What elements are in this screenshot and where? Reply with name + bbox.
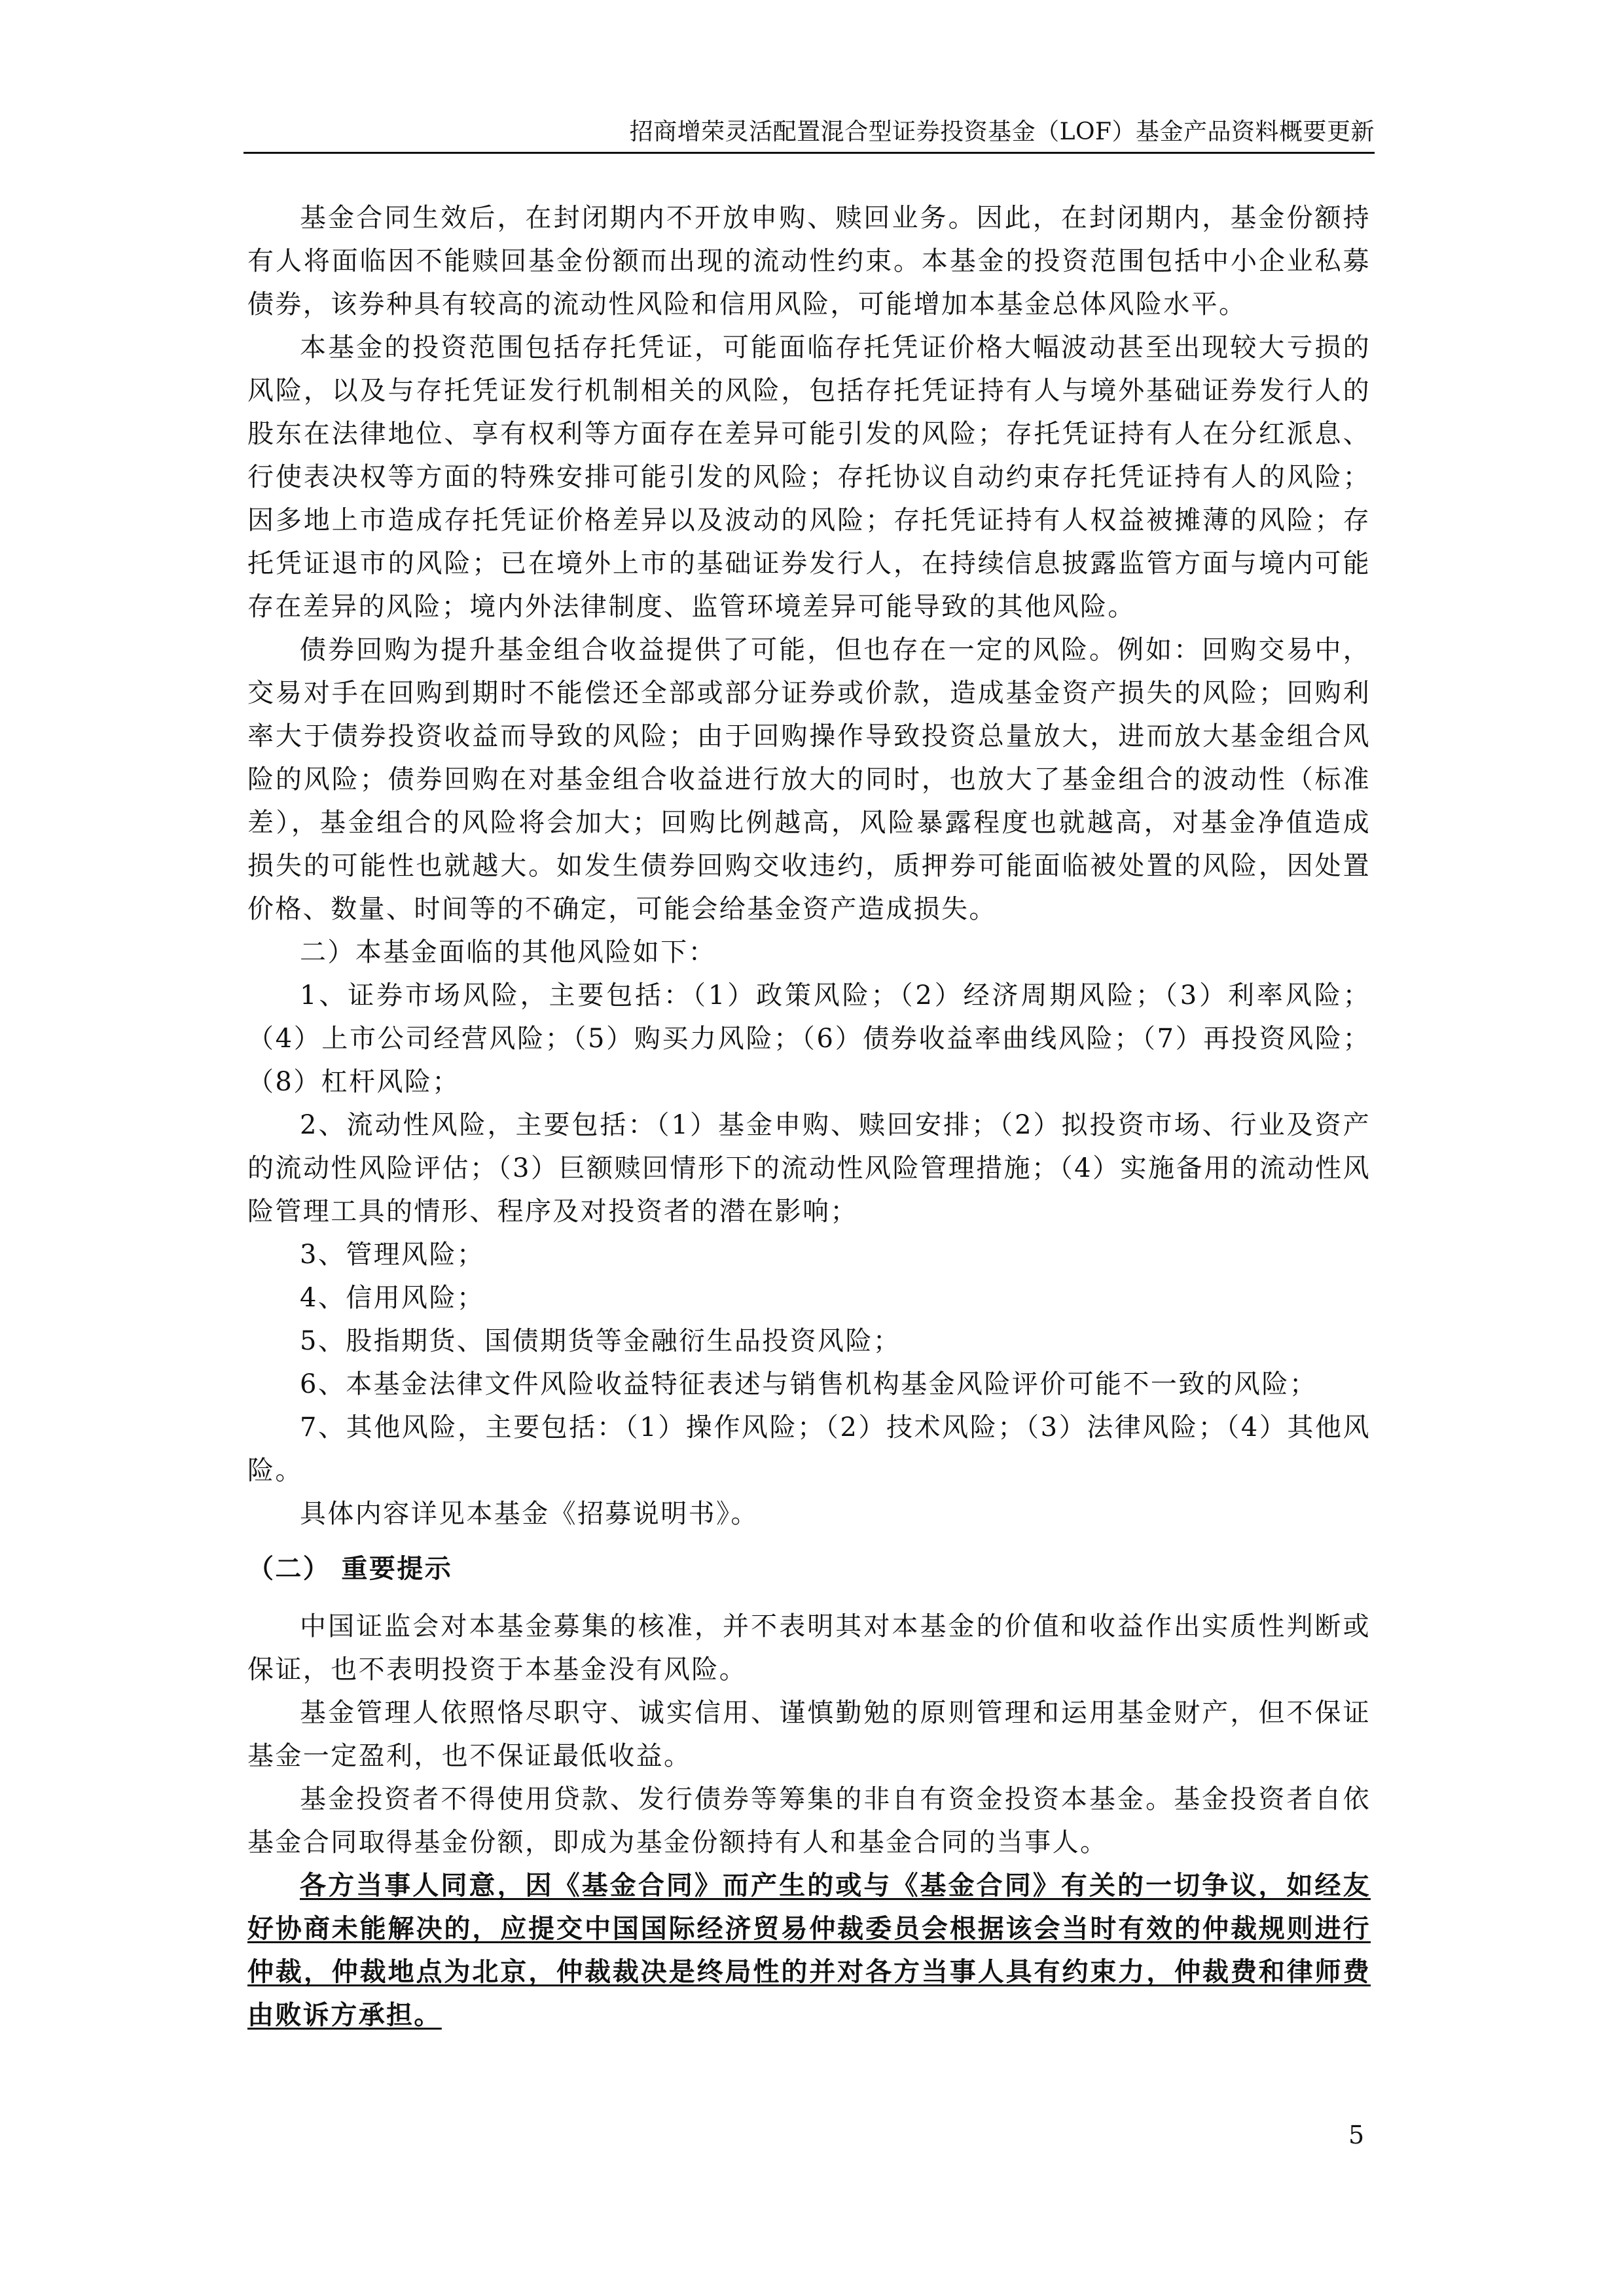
list-item-liquidity-risk: 2、流动性风险，主要包括：（1）基金申购、赎回安排；（2）拟投资市场、行业及资产的流动性风险评估；（3）巨额赎回情形下的流动性风险管理措施；（4）实施备用的流动性风险管理工具的情形、程序及对投资者的潜在影响； <box>247 1110 1371 1227</box>
paragraph-manager-duty: 基金管理人依照恪尽职守、诚实信用、谨慎勤勉的原则管理和运用基金财产，但不保证基金一定盈利，也不保证最低收益。 <box>247 1698 1371 1771</box>
paragraph-other-risks-intro: 二）本基金面临的其他风险如下： <box>300 937 716 967</box>
list-item-credit-risk: 4、信用风险； <box>300 1283 485 1313</box>
arbitration-clause-emphasis: 各方当事人同意，因《基金合同》而产生的或与《基金合同》有关的一切争议，如经友好协商未能解决的，应提交中国国际经济贸易仲裁委员会根据该会当时有效的仲裁规则进行仲裁，仲裁地点为北京，仲裁裁决是终局性的并对各方当事人具有约束力，仲裁费和律师费由败诉方承担。 <box>247 1870 1371 2030</box>
list-item-other-risk: 7、其他风险，主要包括：（1）操作风险；（2）技术风险；（3）法律风险；（4）其他风险。 <box>247 1412 1371 1486</box>
paragraph-see-prospectus: 具体内容详见本基金《招募说明书》。 <box>300 1499 759 1529</box>
list-item-derivatives-risk: 5、股指期货、国债期货等金融衍生品投资风险； <box>300 1326 901 1356</box>
page-header-title: 招商增荣灵活配置混合型证券投资基金（LOF）基金产品资料概要更新 <box>629 118 1375 145</box>
paragraph-closed-period: 基金合同生效后，在封闭期内不开放申购、赎回业务。因此，在封闭期内，基金份额持有人将面临因不能赎回基金份额而出现的流动性约束。本基金的投资范围包括中小企业私募债券，该券种具有较高的流动性风险和信用风险，可能增加本基金总体风险水平。 <box>247 203 1371 319</box>
list-item-legal-doc-risk: 6、本基金法律文件风险收益特征表述与销售机构基金风险评价可能不一致的风险； <box>300 1369 1318 1399</box>
list-item-market-risk: 1、证券市场风险，主要包括：（1）政策风险；（2）经济周期风险；（3）利率风险；（4）上市公司经营风险；（5）购买力风险；（6）债券收益率曲线风险；（7）再投资风险；（8）杠杆风险； <box>247 980 1371 1097</box>
page-number: 5 <box>1348 2121 1365 2149</box>
document-body <box>247 196 1371 2037</box>
paragraph-arbitration <box>247 1864 1371 2037</box>
paragraph-bond-repo: 债券回购为提升基金组合收益提供了可能，但也存在一定的风险。例如：回购交易中，交易对手在回购到期时不能偿还全部或部分证券或价款，造成基金资产损失的风险；回购利率大于债券投资收益而导致的风险；由于回购操作导致投资总量放大，进而放大基金组合风险的风险；债券回购在对基金组合收益进行放大的同时，也放大了基金组合的波动性（标准差），基金组合的风险将会加大；回购比例越高，风险暴露程度也就越高，对基金净值造成损失的可能性也就越大。如发生债券回购交收违约，质押券可能面临被处置的风险，因处置价格、数量、时间等的不确定，可能会给基金资产造成损失。 <box>247 635 1371 924</box>
section-title-important-notice: （二） 重要提示 <box>247 1554 453 1584</box>
paragraph-depositary-receipts: 本基金的投资范围包括存托凭证，可能面临存托凭证价格大幅波动甚至出现较大亏损的风险，以及与存托凭证发行机制相关的风险，包括存托凭证持有人与境外基础证券发行人的股东在法律地位、享有权利等方面存在差异可能引发的风险；存托凭证持有人在分红派息、行使表决权等方面的特殊安排可能引发的风险；存托协议自动约束存托凭证持有人的风险；因多地上市造成存托凭证价格差异以及波动的风险；存托凭证持有人权益被摊薄的风险；存托凭证退市的风险；已在境外上市的基础证券发行人，在持续信息披露监管方面与境内可能存在差异的风险；境内外法律制度、监管环境差异可能导致的其他风险。 <box>247 332 1371 622</box>
paragraph-investor-funds: 基金投资者不得使用贷款、发行债券等筹集的非自有资金投资本基金。基金投资者自依基金合同取得基金份额，即成为基金份额持有人和基金合同的当事人。 <box>247 1784 1371 1857</box>
header-divider <box>244 152 1375 154</box>
paragraph-csrc-approval: 中国证监会对本基金募集的核准，并不表明其对本基金的价值和收益作出实质性判断或保证，也不表明投资于本基金没有风险。 <box>247 1611 1371 1685</box>
list-item-management-risk: 3、管理风险； <box>300 1240 485 1270</box>
